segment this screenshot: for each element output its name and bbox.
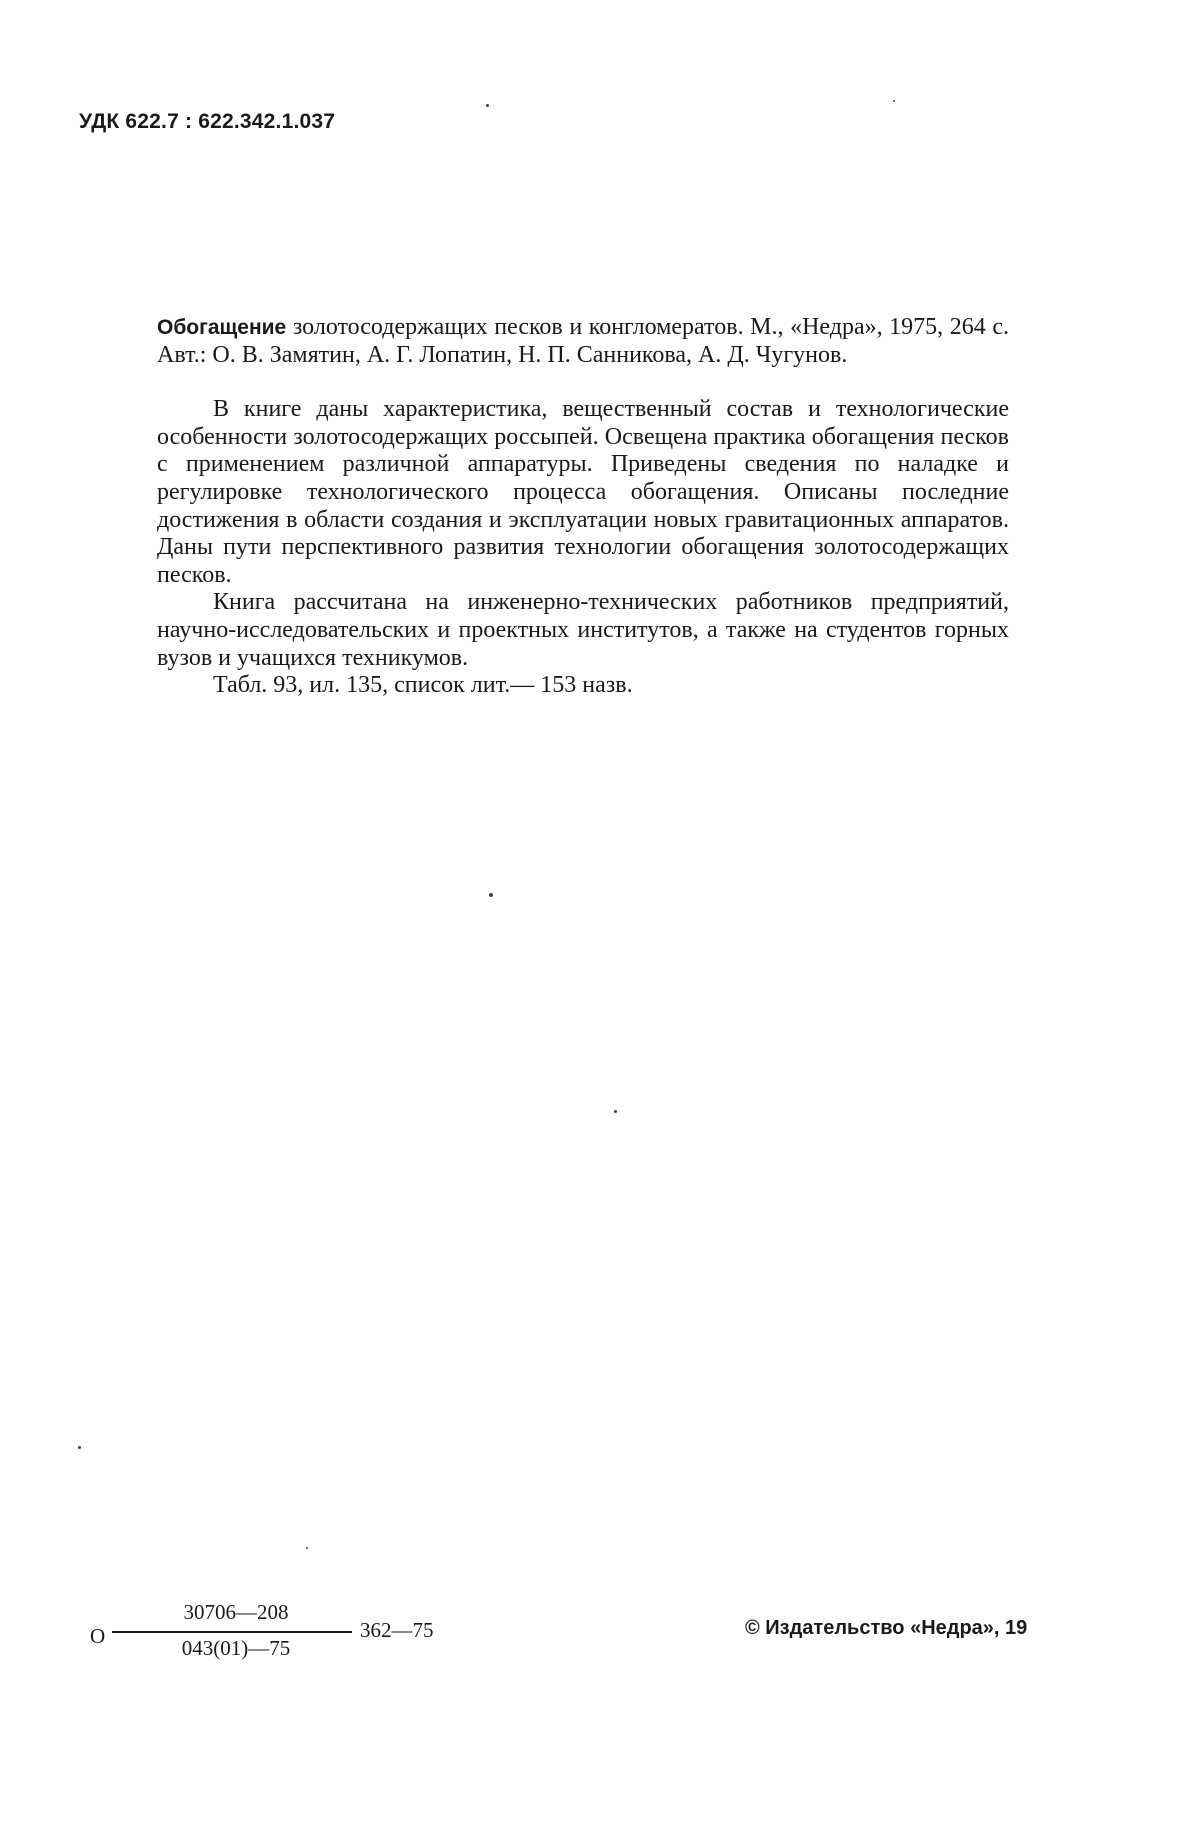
bibliographic-details: золотосодержащих песков и конгломератов. М., «Недра», 1975, 264 с. Авт.: О. В. Замятин, А. Г. Лопатин, Н. П. Санникова, А. Д. Чугунов.: [157, 314, 1009, 368]
publication-index-code: [90, 1600, 434, 1675]
fraction-bar: [112, 1631, 352, 1633]
scan-speck: [893, 100, 895, 102]
scan-speck: [614, 1110, 617, 1113]
abstract-block: [157, 314, 1009, 700]
udk-classification: УДК 622.7 : 622.342.1.037: [79, 110, 336, 133]
scan-speck: [489, 893, 493, 897]
abstract-paragraph-content: В книге даны характеристика, вещественный состав и технологические особенности золотосодержащих россыпей. Освещена практика обогащения песков с применением различной аппаратуры. Приведены сведения по наладке и регулировке технологического процесса обогащения. Описаны последние достижения в области создания и эксплуатации новых гравитационных аппаратов. Даны пути перспективного развития технологии обогащения золотосодержащих песков.: [157, 396, 1009, 588]
tables-illustrations-info: Табл. 93, ил. 135, список лит.— 153 назв.: [213, 672, 633, 699]
title-lead-word: Обогащение: [157, 316, 287, 339]
scan-speck: [306, 1547, 308, 1549]
index-letter: О: [90, 1624, 106, 1648]
copyright-notice: © Издательство «Недра», 19: [745, 1617, 1028, 1639]
scan-speck: [486, 104, 489, 107]
index-numerator: 30706—208: [183, 1600, 289, 1624]
index-denominator: 043(01)—75: [181, 1636, 291, 1660]
bibliographic-description: [157, 314, 1009, 369]
scan-speck: [78, 1446, 81, 1449]
index-tail: 362—75: [360, 1618, 434, 1642]
abstract-paragraph-audience: Книга рассчитана на инженерно-технических работников предприятий, научно-исследовательских и проектных институтов, а также на студентов горных вузов и учащихся техникумов.: [157, 589, 1009, 671]
